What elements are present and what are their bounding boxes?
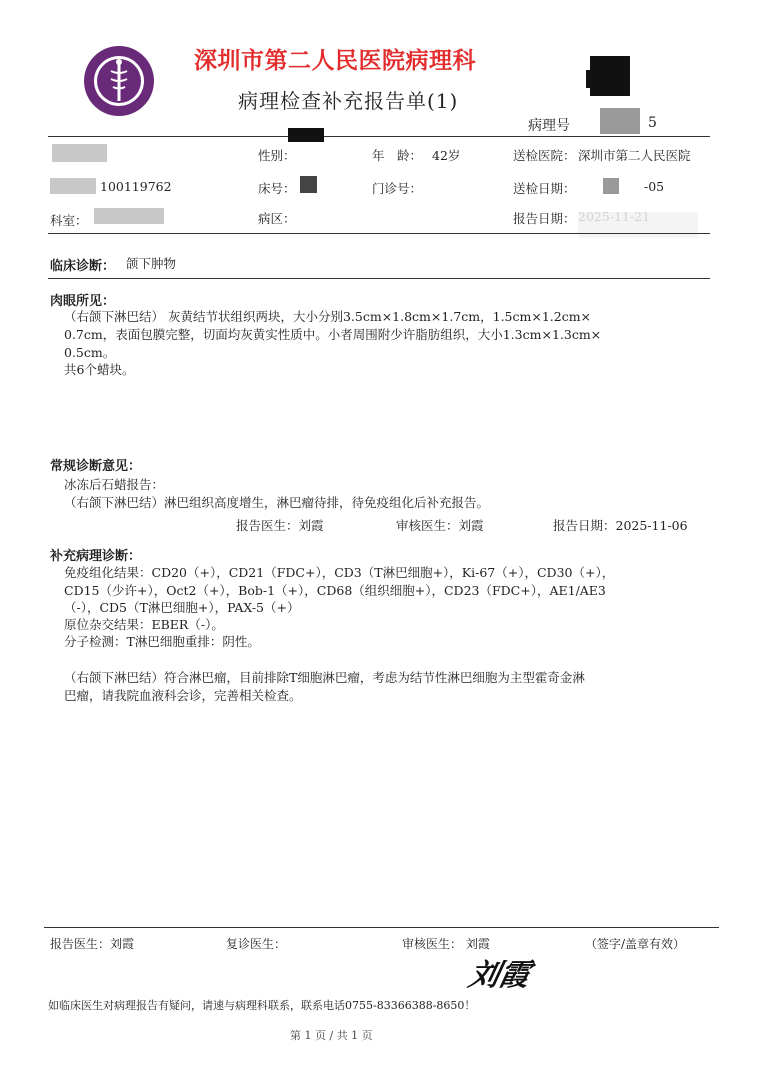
supplement-line-5: 分子检测：T淋巴细胞重排：阴性。	[64, 634, 260, 649]
gross-line-2: 0.7cm，表面包膜完整，切面均灰黄实性质中。小者周围附少许脂肪组织，大小1.3cm×1.3cm×	[64, 327, 602, 342]
redaction-mark	[600, 108, 640, 134]
page-number: 第 1 页 / 共 1 页	[290, 1029, 373, 1042]
send-date-suffix: -05	[644, 179, 665, 194]
supplement-line-4: 原位杂交结果：EBER（-）。	[64, 617, 224, 632]
pathology-no-suffix: 5	[648, 115, 657, 131]
routine-line-1: 冰冻后石蜡报告：	[64, 477, 165, 492]
routine-label: 常规诊断意见：	[50, 459, 142, 474]
supplement-line-1: 免疫组化结果：CD20（+），CD21（FDC+），CD3（T淋巴细胞+），Ki-67（+），CD30（+），	[64, 565, 615, 580]
report-date-label: 报告日期：	[513, 211, 576, 226]
ward-label: 病区：	[258, 211, 296, 226]
gender-label: 性别：	[258, 148, 296, 163]
hospital-logo	[83, 45, 155, 117]
supplement-label: 补充病理诊断：	[50, 549, 142, 564]
routine-date: 报告日期：2025-11-06	[553, 518, 688, 533]
clinical-value: 颌下肿物	[126, 256, 177, 271]
redacted-dept	[94, 208, 164, 224]
redacted-name	[52, 144, 107, 162]
patient-id-value: 100119762	[100, 179, 172, 194]
outpatient-label: 门诊号：	[372, 181, 423, 196]
hospital-name: 深圳市第二人民医院病理科	[194, 48, 476, 74]
redacted-id-label	[50, 178, 96, 194]
redaction-mark	[288, 128, 324, 142]
header-divider	[48, 136, 710, 137]
signature: 刘霞	[465, 958, 533, 993]
footer-followup-doctor: 复诊医生：	[226, 937, 287, 951]
supplement-line-7: 巴瘤，请我院血液科会诊，完善相关检查。	[64, 688, 302, 703]
clinical-label: 临床诊断：	[50, 259, 116, 274]
supplement-line-2: CD15（少许+），Oct2（+），Bob-1（+），CD68（组织细胞+），CD23（FDC+），AE1/AE3	[64, 583, 606, 598]
redaction-mark	[603, 178, 619, 194]
gross-line-3: 0.5cm。	[64, 345, 116, 360]
routine-line-2: （右颌下淋巴结）淋巴组织高度增生，淋巴瘤待排，待免疫组化后补充报告。	[64, 495, 490, 510]
clinical-divider	[48, 278, 710, 279]
redaction-mark	[300, 176, 317, 193]
dept-label: 科室：	[50, 213, 88, 228]
patient-divider	[48, 233, 710, 234]
supplement-line-6: （右颌下淋巴结）符合淋巴瘤，目前排除T细胞淋巴瘤，考虑为结节性淋巴细胞为主型霍奇金淋	[64, 670, 585, 685]
gross-line-4: 共6个蜡块。	[64, 362, 135, 377]
footer-report-doctor: 报告医生：刘霞	[50, 937, 135, 951]
redaction-mark	[578, 212, 698, 238]
gross-line-1: （右颌下淋巴结） 灰黄结节状组织两块，大小分别3.5cm×1.8cm×1.7cm，1.5cm×1.2cm×	[64, 309, 592, 324]
footer-sign-note: （签字/盖章有效）	[585, 937, 686, 951]
send-hospital-label: 送检医院：	[513, 148, 576, 163]
age-value: 42岁	[432, 148, 461, 163]
footer-contact: 如临床医生对病理报告有疑问，请速与病理科联系，联系电话0755-83366388-8650！	[48, 999, 476, 1012]
gross-label: 肉眼所见：	[50, 294, 116, 309]
routine-reviewer: 审核医生：刘霞	[396, 518, 484, 533]
footer-review-doctor: 审核医生： 刘霞	[402, 937, 490, 951]
send-hospital-value: 深圳市第二人民医院	[578, 148, 691, 163]
send-date-label: 送检日期：	[513, 181, 576, 196]
report-title: 病理检查补充报告单(1)	[238, 89, 459, 113]
routine-doctor: 报告医生：刘霞	[236, 518, 324, 533]
age-label: 年 龄：	[372, 148, 423, 163]
footer-divider	[44, 927, 719, 928]
supplement-line-3: （-），CD5（T淋巴细胞+），PAX-5（+）	[64, 600, 300, 615]
bed-label: 床号：	[258, 181, 296, 196]
pathology-no-label: 病理号	[528, 118, 570, 134]
redaction-mark	[586, 70, 604, 88]
